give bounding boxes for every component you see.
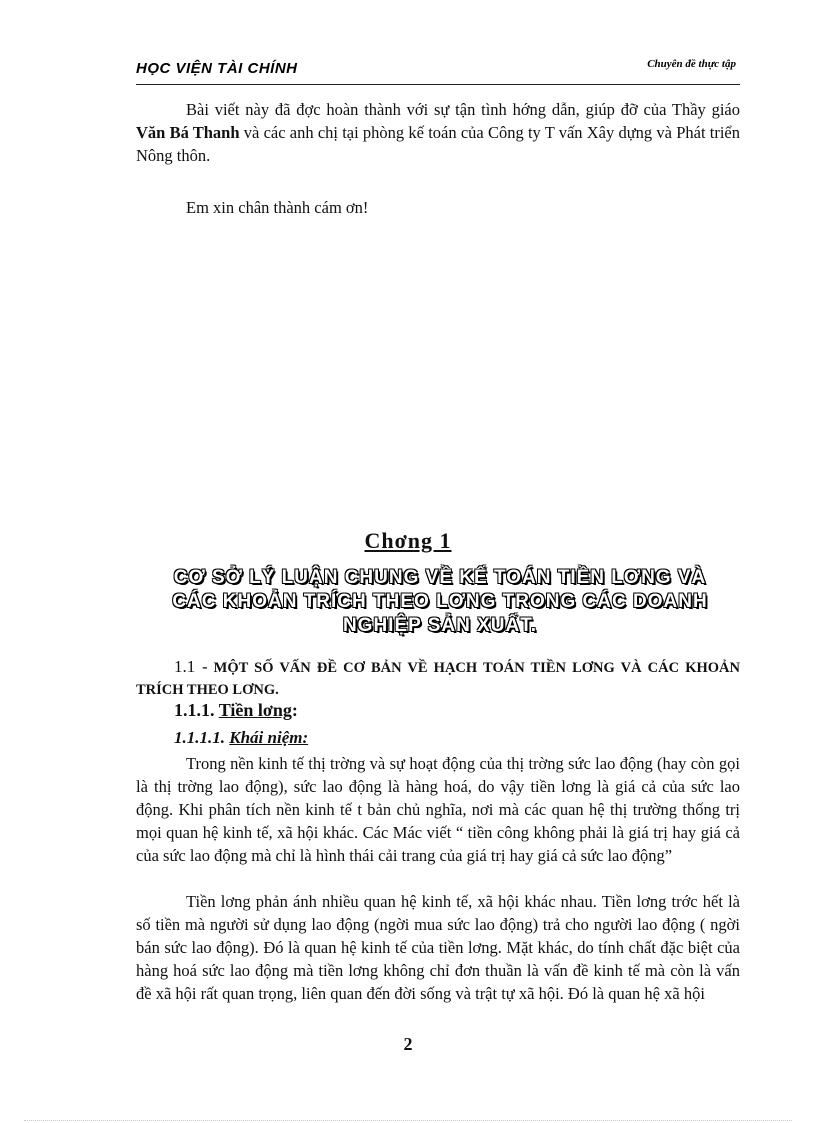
subsection-suffix: :: [291, 700, 298, 720]
acknowledgement-text-end: và các anh chị tại phòng kế toán của Công ty T vấn Xây dựng và Phát triển Nông thôn.: [136, 123, 740, 165]
section-number: 1.1 -: [174, 657, 208, 676]
acknowledgement-paragraph: [136, 98, 740, 167]
subsection-heading-1-1-1: [174, 700, 298, 721]
header-institution: HỌC VIỆN TÀI CHÍNH: [136, 60, 298, 77]
section-heading-1-1: [136, 656, 740, 701]
header-divider: [136, 84, 740, 85]
subsubsection-title: Khái niệm:: [229, 728, 309, 747]
acknowledgement-text-start: Bài viết này đã đợc hoàn thành với sự tận tình hớng dẫn, giúp đỡ của Thầy giáo: [186, 100, 740, 119]
subsection-title: Tiền lơng: [218, 700, 292, 720]
footer-dotted-line: [24, 1120, 792, 1121]
subsection-number: 1.1.1.: [174, 700, 215, 720]
teacher-name: Văn Bá Thanh: [136, 123, 240, 142]
chapter-title: Chơng 1: [364, 528, 452, 553]
header-document-type: Chuyên đề thực tập: [647, 58, 736, 70]
page-number: 2: [403, 1034, 413, 1054]
subsubsection-heading-1-1-1-1: [174, 728, 308, 748]
body-paragraph-2: Tiền lơng phản ánh nhiều quan hệ kinh tế, xã hội khác nhau. Tiền lơng trớc hết là số tiền mà người sử dụng lao động (ngời mua sức lao động) trả cho người lao động ( ngời bán sức lao động). Đó là quan hệ kinh tế của tiền lơng. Mặt khác, do tính chất đặc biệt của hàng hoá sức lao động mà tiền lơng không chỉ đơn thuần là vấn đề kinh tế mà còn là vấn đề xã hội rất quan trọng, liên quan đến đời sống và trật tự xã hội. Đó là quan hệ xã hội: [136, 892, 740, 1003]
subsubsection-number: 1.1.1.1.: [174, 728, 225, 747]
chapter-subtitle: CƠ SỞ LÝ LUẬN CHUNG VỀ KẾ TOÁN TIỀN LƠNG VÀ CÁC KHOẢN TRÍCH THEO LƠNG TRONG CÁC DOANH NGHIỆP SẢN XUẤT.: [172, 567, 708, 636]
section-title: MỘT SỐ VẤN ĐỀ CƠ BẢN VỀ HẠCH TOÁN TIỀN LƠNG VÀ CÁC KHOẢN TRÍCH THEO LƠNG.: [136, 660, 740, 698]
body-paragraph-1: Trong nền kinh tế thị trờng và sự hoạt động của thị trờng sức lao động (hay còn gọi là thị trờng lao động), sức lao động là hàng hoá, do vậy tiền lơng là giá cả của sức lao động. Khi phân tích nền kinh tế t bản chủ nghĩa, nơi mà các quan hệ thị trường thống trị mọi quan hệ kinh tế, xã hội khác. Các Mác viết “ tiền công không phải là giá trị hay giá cả của sức lao động mà chỉ là hình thái cải trang của giá trị hay giá cả sức lao động”: [136, 754, 740, 865]
thanks-line: Em xin chân thành cám ơn!: [186, 198, 369, 217]
